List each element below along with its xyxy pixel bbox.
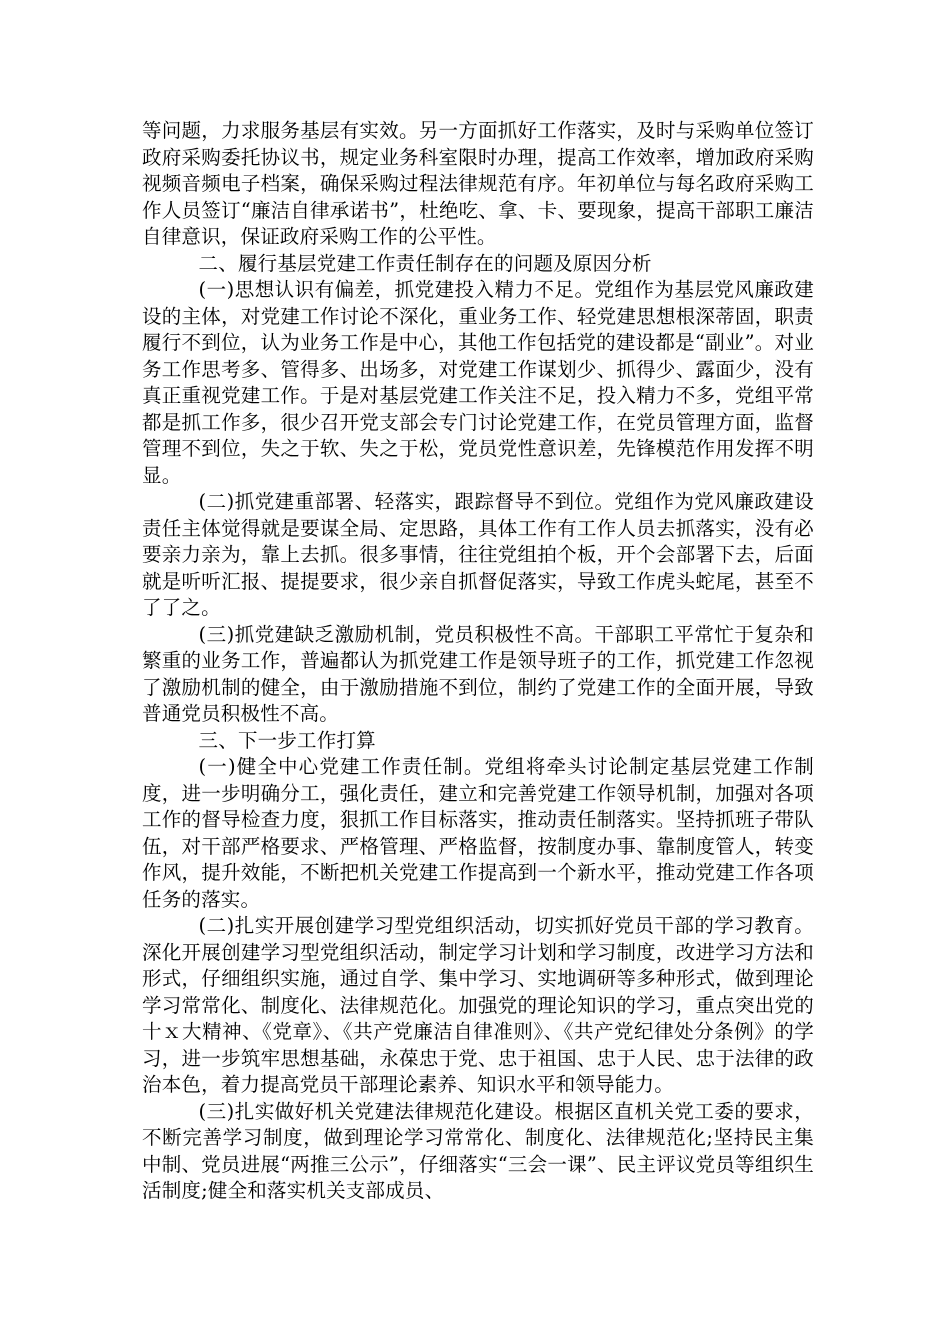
paragraph-problem-1: (一)思想认识有偏差，抓党建投入精力不足。党组作为基层党风廉政建设的主体，对党建工作讨论不深化，重业务工作、轻党建思想根深蒂固，职责履行不到位，认为业务工作是中心，其他工作包括党的建设都是“副业”。对业务工作思考多、管得多、出场多，对党建工作谋划少、抓得少、露面少，没有真正重视党建工作。于是对基层党建工作关注不足，投入精力不多，党组平常都是抓工作多，很少召开党支部会专门讨论党建工作，在党员管理方面，监督管理不到位，失之于软、失之于松，党员党性意识差，先锋模范作用发挥不明显。 <box>142 278 814 487</box>
paragraph-procurement-continued: 等问题，力求服务基层有实效。另一方面抓好工作落实，及时与采购单位签订政府采购委托协议书，规定业务科室限时办理，提高工作效率，增加政府采购视频音频电子档案，确保采购过程法律规范有序。年初单位与每名政府采购工作人员签订“廉洁自律承诺书”，杜绝吃、拿、卡、要现象，提高干部职工廉洁自律意识，保证政府采购工作的公平性。 <box>142 119 814 248</box>
document-body <box>142 118 814 1205</box>
paragraph-problem-2: (二)抓党建重部署、轻落实，跟踪督导不到位。党组作为党风廉政建设责任主体觉得就是要谋全局、定思路，具体工作有工作人员去抓落实，没有必要亲力亲为，靠上去抓。很多事情，往往党组拍个板，开个会部署下去，后面就是听听汇报、提提要求，很少亲自抓督促落实，导致工作虎头蛇尾，甚至不了了之。 <box>142 490 814 619</box>
section-heading-problems: 二、履行基层党建工作责任制存在的问题及原因分析 <box>198 251 652 275</box>
section-heading-next-steps: 三、下一步工作打算 <box>198 728 376 752</box>
paragraph-plan-2: (二)扎实开展创建学习型党组织活动，切实抓好党员干部的学习教育。深化开展创建学习型党组织活动，制定学习计划和学习制度，改进学习方法和形式，仔细组织实施，通过自学、集中学习、实地调研等多种形式，做到理论学习常常化、制度化、法律规范化。加强党的理论知识的学习，重点突出党的十ｘ大精神、《党章》、《共产党廉洁自律准则》、《共产党纪律处分条例》的学习，进一步筑牢思想基础，永葆忠于党、忠于祖国、忠于人民、忠于法律的政治本色，着力提高党员干部理论素养、知识水平和领导能力。 <box>142 914 814 1096</box>
paragraph-plan-1: (一)健全中心党建工作责任制。党组将牵头讨论制定基层党建工作制度，进一步明确分工，强化责任，建立和完善党建工作领导机制，加强对各项工作的督导检查力度，狠抓工作目标落实，推动责任制落实。坚持抓班子带队伍，对干部严格要求、严格管理、严格监督，按制度办事、靠制度管人，转变作风，提升效能，不断把机关党建工作提高到一个新水平，推动党建工作各项任务的落实。 <box>142 755 814 911</box>
paragraph-plan-3: (三)扎实做好机关党建法律规范化建设。根据区直机关党工委的要求，不断完善学习制度，做到理论学习常常化、制度化、法律规范化;坚持民主集中制、党员进展“两推三公示”，仔细落实“三会一课”、民主评议党员等组织生活制度;健全和落实机关支部成员、 <box>142 1099 814 1202</box>
paragraph-problem-3: (三)抓党建缺乏激励机制，党员积极性不高。干部职工平常忙于复杂和繁重的业务工作，普遍都认为抓党建工作是领导班子的工作，抓党建工作忽视了激励机制的健全，由于激励措施不到位，制约了党建工作的全面开展，导致普通党员积极性不高。 <box>142 622 814 725</box>
